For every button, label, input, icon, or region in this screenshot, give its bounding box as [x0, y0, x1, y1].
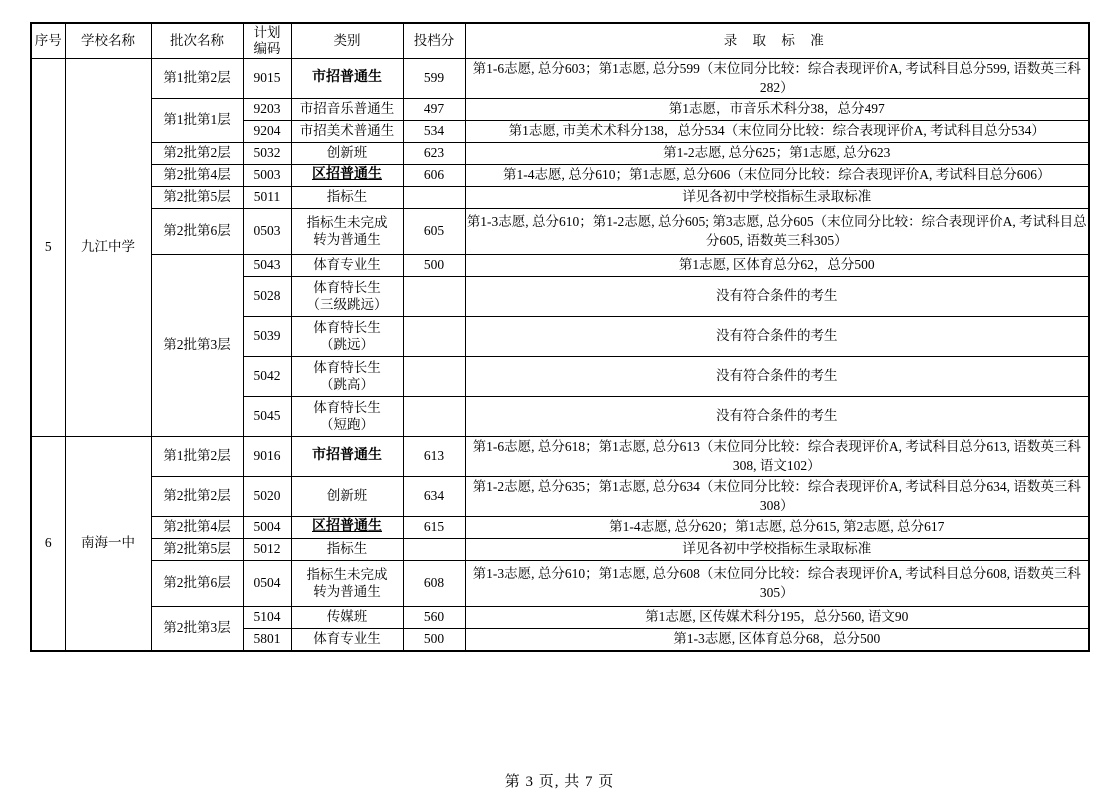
cell-score: 497: [403, 99, 465, 121]
table-row: [31, 99, 1089, 121]
cell-plan-code: 5043: [243, 255, 291, 277]
cell-batch: 第2批第4层: [151, 517, 243, 539]
cell-standard: 第1-4志愿, 总分620；第1志愿, 总分615, 第2志愿, 总分617: [465, 517, 1089, 539]
cell-plan-code: 5004: [243, 517, 291, 539]
header-seq: 序号: [31, 23, 65, 59]
cell-batch: 第2批第2层: [151, 143, 243, 165]
category-line: 体育特长生: [313, 400, 381, 416]
header-plan-code-line1: 计划: [253, 25, 281, 41]
cell-category: 指标生: [291, 187, 403, 209]
cell-plan-code: 5012: [243, 539, 291, 561]
cell-standard: 详见各初中学校指标生录取标准: [465, 539, 1089, 561]
page-footer: 第 3 页, 共 7 页: [504, 774, 615, 790]
cell-school: 南海一中: [65, 437, 151, 651]
cell-plan-code: 5042: [243, 357, 291, 397]
cell-plan-code: 5045: [243, 397, 291, 437]
cell-plan-code: 5039: [243, 317, 291, 357]
table-body: [31, 59, 1089, 651]
cell-score: 599: [403, 59, 465, 99]
cell-category: 指标生: [291, 539, 403, 561]
cell-category: 市招普通生: [291, 437, 403, 477]
header-category: 类别: [291, 23, 403, 59]
cell-category: 创新班: [291, 143, 403, 165]
cell-score: [403, 317, 465, 357]
table-row: [31, 59, 1089, 99]
cell-category: 区招普通生: [291, 165, 403, 187]
cell-batch: 第2批第5层: [151, 539, 243, 561]
category-line: （短跑）: [320, 416, 374, 432]
cell-score: 608: [403, 561, 465, 607]
cell-score: 605: [403, 209, 465, 255]
cell-score: 613: [403, 437, 465, 477]
cell-plan-code: 9204: [243, 121, 291, 143]
table-row: [31, 143, 1089, 165]
cell-category: 体育专业生: [291, 629, 403, 651]
cell-plan-code: 5028: [243, 277, 291, 317]
header-plan-code: [243, 23, 291, 59]
cell-score: [403, 277, 465, 317]
cell-standard: 第1-3志愿, 总分610；第1-2志愿, 总分605; 第3志愿, 总分605（末位同分比较：综合表现评价A, 考试科目总分605, 语数英三科305）: [465, 209, 1089, 255]
category-line: 体育特长生: [313, 320, 381, 336]
table-row: [31, 255, 1089, 277]
cell-plan-code: 5011: [243, 187, 291, 209]
category-line: （跳高）: [320, 376, 374, 392]
cell-standard: 没有符合条件的考生: [465, 317, 1089, 357]
cell-batch: 第2批第6层: [151, 561, 243, 607]
cell-category: 市招音乐普通生: [291, 99, 403, 121]
cell-standard: 第1-2志愿, 总分635；第1志愿, 总分634（末位同分比较：综合表现评价A, 考试科目总分634, 语数英三科308）: [465, 477, 1089, 517]
cell-plan-code: 0503: [243, 209, 291, 255]
cell-category: [291, 317, 403, 357]
admission-standards-table: [30, 22, 1090, 652]
cell-category: [291, 357, 403, 397]
category-line: 转为普通生: [313, 583, 381, 599]
document-page: [30, 22, 1090, 652]
cell-standard: 没有符合条件的考生: [465, 357, 1089, 397]
cell-standard: 第1-6志愿, 总分618；第1志愿, 总分613（末位同分比较：综合表现评价A, 考试科目总分613, 语数英三科308, 语文102）: [465, 437, 1089, 477]
cell-standard: 第1志愿, 区传媒术科分195，总分560, 语文90: [465, 607, 1089, 629]
cell-standard: 第1-2志愿, 总分625；第1志愿, 总分623: [465, 143, 1089, 165]
cell-standard: 第1志愿, 市美术术科分138，总分534（末位同分比较：综合表现评价A, 考试科目总分534）: [465, 121, 1089, 143]
cell-category: 体育专业生: [291, 255, 403, 277]
table-row: [31, 561, 1089, 607]
cell-batch: 第1批第2层: [151, 59, 243, 99]
cell-plan-code: 5801: [243, 629, 291, 651]
cell-score: 500: [403, 629, 465, 651]
cell-plan-code: 9203: [243, 99, 291, 121]
cell-batch: 第2批第5层: [151, 187, 243, 209]
cell-category: 市招普通生: [291, 59, 403, 99]
cell-score: 560: [403, 607, 465, 629]
cell-category: [291, 209, 403, 255]
cell-seq: 6: [31, 437, 65, 651]
cell-standard: 没有符合条件的考生: [465, 277, 1089, 317]
header-plan-code-line2: 编码: [253, 41, 281, 56]
cell-score: 534: [403, 121, 465, 143]
category-line: 转为普通生: [313, 231, 381, 247]
cell-plan-code: 0504: [243, 561, 291, 607]
cell-category: 市招美术普通生: [291, 121, 403, 143]
cell-batch: 第2批第3层: [151, 255, 243, 437]
header-score: 投档分: [403, 23, 465, 59]
cell-standard: 第1-3志愿, 总分610；第1志愿, 总分608（末位同分比较：综合表现评价A, 考试科目总分608, 语数英三科305）: [465, 561, 1089, 607]
cell-plan-code: 5104: [243, 607, 291, 629]
cell-score: 634: [403, 477, 465, 517]
cell-plan-code: 5020: [243, 477, 291, 517]
category-line: 体育特长生: [313, 360, 381, 376]
cell-plan-code: 9015: [243, 59, 291, 99]
cell-batch: 第2批第2层: [151, 477, 243, 517]
category-line: 体育特长生: [313, 280, 381, 296]
cell-standard: 详见各初中学校指标生录取标准: [465, 187, 1089, 209]
cell-category: [291, 561, 403, 607]
cell-plan-code: 5032: [243, 143, 291, 165]
table-row: [31, 437, 1089, 477]
cell-standard: 第1志愿，市音乐术科分38，总分497: [465, 99, 1089, 121]
cell-score: [403, 187, 465, 209]
cell-standard: 第1-3志愿, 区体育总分68，总分500: [465, 629, 1089, 651]
cell-school: 九江中学: [65, 59, 151, 437]
header-standard: 录 取 标 准: [465, 23, 1089, 59]
cell-score: 606: [403, 165, 465, 187]
cell-score: 615: [403, 517, 465, 539]
cell-standard: 没有符合条件的考生: [465, 397, 1089, 437]
cell-batch: 第2批第4层: [151, 165, 243, 187]
cell-standard: 第1-6志愿, 总分603；第1志愿, 总分599（末位同分比较：综合表现评价A, 考试科目总分599, 语数英三科282）: [465, 59, 1089, 99]
cell-score: [403, 539, 465, 561]
cell-category: [291, 277, 403, 317]
category-line: （三级跳远）: [306, 296, 388, 312]
cell-plan-code: 9016: [243, 437, 291, 477]
cell-batch: 第1批第1层: [151, 99, 243, 143]
table-row: [31, 477, 1089, 517]
table-row: [31, 607, 1089, 629]
header-school: 学校名称: [65, 23, 151, 59]
cell-standard: 第1志愿, 区体育总分62，总分500: [465, 255, 1089, 277]
category-line: 指标生未完成: [306, 567, 388, 583]
cell-standard: 第1-4志愿, 总分610；第1志愿, 总分606（末位同分比较：综合表现评价A, 考试科目总分606）: [465, 165, 1089, 187]
cell-category: [291, 397, 403, 437]
cell-plan-code: 5003: [243, 165, 291, 187]
table-header: [31, 23, 1089, 59]
cell-seq: 5: [31, 59, 65, 437]
cell-batch: 第2批第6层: [151, 209, 243, 255]
cell-score: 623: [403, 143, 465, 165]
cell-batch: 第2批第3层: [151, 607, 243, 651]
table-row: [31, 517, 1089, 539]
table-header-row: [31, 23, 1089, 59]
cell-batch: 第1批第2层: [151, 437, 243, 477]
table-row: [31, 539, 1089, 561]
cell-category: 区招普通生: [291, 517, 403, 539]
cell-score: [403, 397, 465, 437]
table-row: [31, 165, 1089, 187]
table-row: [31, 209, 1089, 255]
cell-category: 传媒班: [291, 607, 403, 629]
cell-category: 创新班: [291, 477, 403, 517]
header-batch: 批次名称: [151, 23, 243, 59]
category-line: （跳远）: [320, 336, 374, 352]
table-row: [31, 187, 1089, 209]
category-line: 指标生未完成: [306, 215, 388, 231]
cell-score: 500: [403, 255, 465, 277]
cell-score: [403, 357, 465, 397]
